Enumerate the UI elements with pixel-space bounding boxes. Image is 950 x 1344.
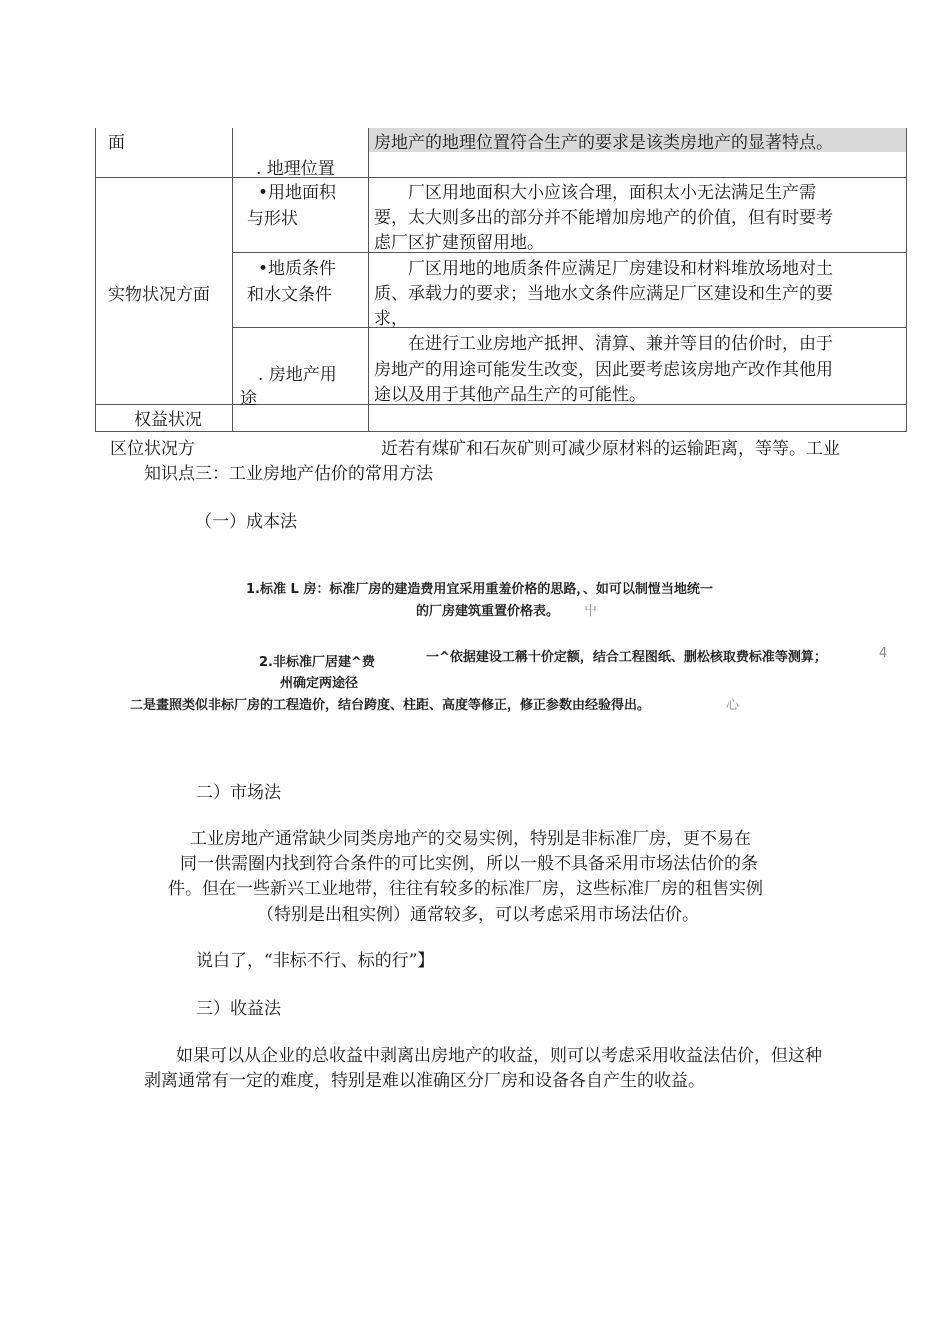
cost-item-1-line-2: 的厂房建筑重置价格表。 [416, 604, 560, 619]
paragraph-mark: 屮 [584, 604, 598, 619]
market-summary: 说白了，“非标不行、标的行”】 [196, 951, 435, 971]
geo-location-text: 房地产的地理位置符合生产的要求是该类房地产的显著特点。 [374, 133, 833, 153]
cost-method-heading: （一）成本法 [195, 512, 297, 532]
market-paragraph-line: 同一供需圈内找到符合条件的可比实例，所以一般不具备采用市场法估价的条 [180, 854, 758, 874]
paragraph-mark: 4 [879, 646, 888, 661]
table-border-left [95, 128, 96, 432]
use-text-line: 途以及用于其他产品生产的可能性。 [374, 385, 646, 405]
market-paragraph-line: 工业房地产通常缺少同类房地产的交易实例，特别是非标准厂房，更不易在 [190, 829, 751, 849]
area-label: •用地面积 [258, 183, 337, 203]
area-text-line: 虑厂区扩建预留用地。 [374, 233, 544, 253]
geology-text-line: 求， [374, 309, 408, 329]
cost-item-2-method-1: 一^依据建设工稱十价定额，结合工程图纸、删松核取费标准等测算； [426, 650, 827, 665]
cost-item-2-label-cut: 州确定两途径 [280, 676, 359, 691]
location-text-overflow: 近若有煤矿和石灰矿则可减少原材料的运输距离，等等。工业 [381, 439, 840, 459]
market-method-heading: 二）市场法 [196, 783, 281, 803]
geology-label: •地质条件 [258, 259, 337, 279]
table-divider-1 [232, 128, 233, 432]
area-label-2: 与形状 [247, 209, 298, 229]
area-text-line: 要，太大则多出的部分并不能增加房地产的价值，但有时要考 [374, 208, 833, 228]
cost-item-1-line-1: 1.标准 L 房：标准厂房的建造费用宜采用重羞价格的思路，、如可以制愷当地统一 [246, 582, 713, 597]
section-heading-kp3: 知识点三：工业房地产估价的常用方法 [144, 464, 433, 484]
geo-location-label: . 地理位置 [256, 159, 335, 179]
table-row-line [232, 252, 907, 253]
income-method-heading: 三）收益法 [196, 999, 281, 1019]
income-paragraph-line: 如果可以从企业的总收益中剥离出房地产的收益，则可以考虑采用收益法估价，但这种 [176, 1046, 822, 1066]
market-paragraph-line: 件。但在一些新兴工业地带，往往有较多的标准厂房，这些标准厂房的租售实例 [168, 879, 763, 899]
cost-item-2-method-2: 二是畫照类似非标厂房的工程造价，结台跨度、柱距、高度等修正，修正参数由经验得出。 [130, 698, 651, 713]
location-label-overflow: 区位状况方 [110, 439, 195, 459]
geology-label-2: 和水文条件 [247, 285, 332, 305]
section-physical-label: 实物状况方面 [108, 285, 210, 305]
use-label: . 房地产用 [258, 365, 337, 385]
row-label-face: 面 [108, 133, 125, 153]
income-paragraph-line: 剥离通常有一定的难度，特别是难以准确区分厂房和设备各自产生的收益。 [144, 1071, 705, 1091]
use-text-line: 房地产的用途可能发生改变，因此要考虑该房地产改作其他用 [374, 360, 833, 380]
geology-text-line: 质、承载力的要求；当地水文条件应满足厂区建设和生产的要 [374, 284, 833, 304]
cost-item-2-label-cut-wrap [280, 668, 390, 691]
cost-item-2-label: 2.非标准厂居建^费 [259, 655, 375, 670]
table-divider-2 [368, 128, 369, 432]
use-text-line: 在进行工业房地产抵押、清算、兼并等目的估价时，由于 [408, 334, 833, 354]
rights-label: 权益状况 [134, 410, 202, 430]
use-label-2: 途 [240, 389, 257, 409]
table-row-line [232, 327, 907, 328]
table-row-line [95, 431, 907, 432]
geology-text-line: 厂区用地的地质条件应满足厂房建设和材料堆放场地对土 [408, 259, 833, 279]
area-text-line: 厂区用地面积大小应该合理，面积太小无法满足生产需 [408, 183, 816, 203]
table-border-right [906, 128, 907, 432]
market-paragraph-line: （特别是出租实例）通常较多，可以考虑采用市场法估价。 [257, 905, 699, 925]
paragraph-mark: 心 [726, 698, 740, 713]
